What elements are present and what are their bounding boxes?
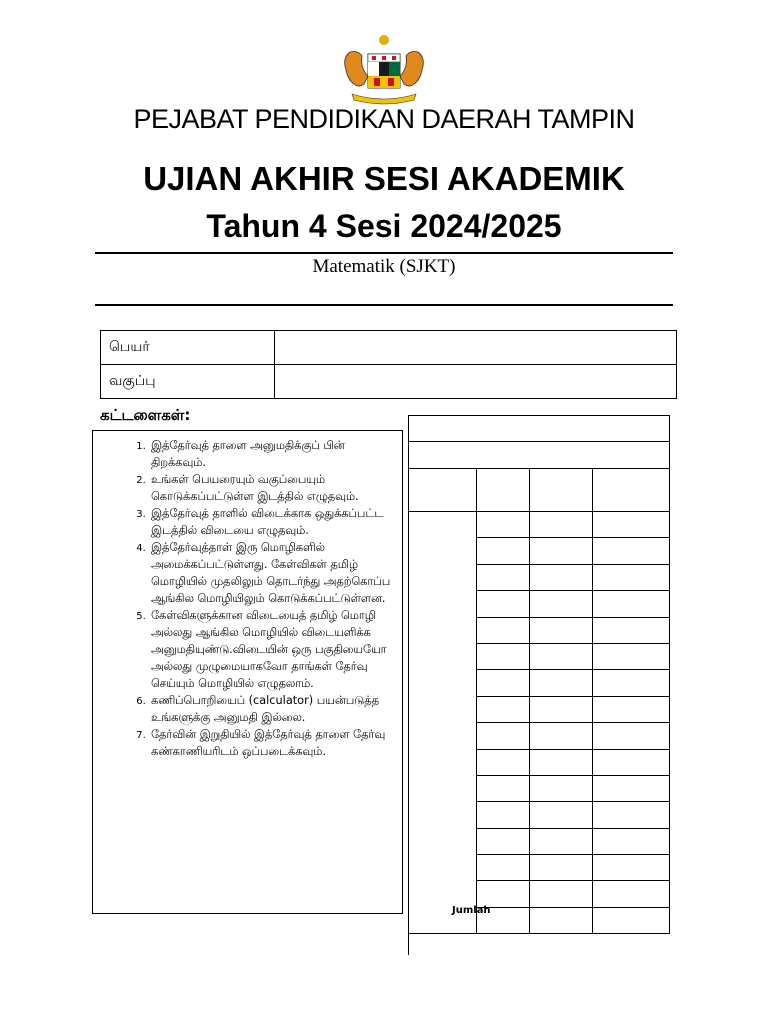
name-field[interactable] <box>275 331 677 365</box>
student-info-table <box>100 330 677 399</box>
year-session: Tahun 4 Sesi 2024/2025 <box>206 208 562 244</box>
class-field[interactable] <box>275 365 677 399</box>
total-label: Jumlah <box>452 905 491 916</box>
coat-of-arms-icon <box>330 32 438 108</box>
instruction-item: 2. உங்கள் பெயரையும் வகுப்பையும் கொடுக்கப்பட்டுள்ள இடத்தில் எழுதவும். <box>149 471 394 505</box>
bottom-divider <box>95 304 673 306</box>
instructions-box <box>92 430 403 914</box>
office-name: PEJABAT PENDIDIKAN DAERAH TAMPIN <box>133 104 635 134</box>
top-divider <box>95 252 673 254</box>
instruction-item: 5. கேள்விகளுக்கான விடையைத் தமிழ் மொழி அல்லது ஆங்கில மொழியில் விடையளிக்க அனுமதியுண்டு.விடையின் ஒரு பகுதியையோ அல்லது முழுமையாகவோ தாங்கள் தேர்வு செய்யும் மொழியில் எழுதலாம். <box>149 607 394 692</box>
class-row <box>101 365 677 399</box>
instruction-item: 3. இத்தேர்வுத் தாளில் விடைக்காக ஒதுக்கப்பட்ட இடத்தில் விடையை எழுதவும். <box>149 505 394 539</box>
name-label: பெயர் <box>101 331 275 365</box>
score-table <box>408 415 670 955</box>
instruction-item: 1. இத்தேர்வுத் தாளை அனுமதிக்குப் பின் திறக்கவும். <box>149 437 394 471</box>
instruction-item: 6. கணிப்பொறியைப் (calculator) பயன்படுத்த உங்களுக்கு அனுமதி இல்லை. <box>149 692 394 726</box>
name-row <box>101 331 677 365</box>
exam-title: UJIAN AKHIR SESI AKADEMIK <box>143 160 625 197</box>
class-label: வகுப்பு <box>101 365 275 399</box>
instructions-title: கட்டளைகள்: <box>100 406 191 424</box>
subject-name: Matematik (SJKT) <box>312 256 456 277</box>
instruction-item: 7. தேர்வின் இறுதியில் இத்தேர்வுத் தாளை தேர்வு கண்காணியரிடம் ஒப்படைக்கவும். <box>149 726 394 760</box>
instructions-list <box>93 437 402 760</box>
instruction-item: 4. இத்தேர்வுத்தாள் இரு மொழிகளில் அமைக்கப்பட்டுள்ளது. கேள்விகள் தமிழ் மொழியில் முதலிலும் தொடர்ந்து அதற்கொப்ப ஆங்கில மொழியிலும் கொடுக்கப்பட்டுள்ளன. <box>149 539 394 607</box>
